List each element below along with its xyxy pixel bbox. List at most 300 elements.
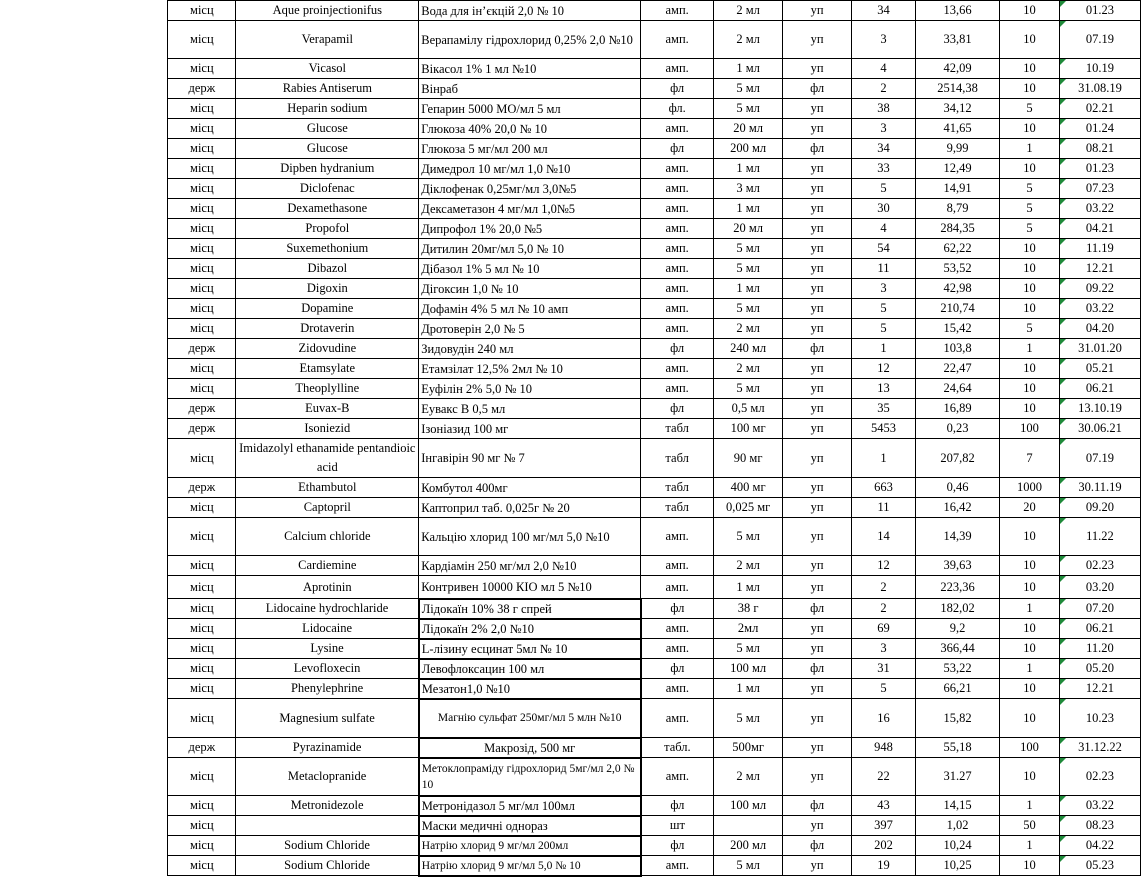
- pack-cell[interactable]: 10: [1000, 21, 1060, 59]
- form-cell[interactable]: табл: [641, 419, 714, 439]
- type-cell[interactable]: місц: [168, 259, 236, 279]
- expiry-cell[interactable]: [1059, 659, 1140, 679]
- expiry-cell[interactable]: [1059, 758, 1140, 796]
- inn-cell[interactable]: Captopril: [236, 498, 419, 518]
- price-cell[interactable]: 22,47: [916, 359, 1000, 379]
- unit-cell[interactable]: фл: [783, 599, 852, 619]
- unit-cell[interactable]: уп: [783, 299, 852, 319]
- qty-cell[interactable]: 34: [852, 139, 916, 159]
- row-gutter-cell[interactable]: [0, 119, 168, 139]
- type-cell[interactable]: місц: [168, 599, 236, 619]
- name-cell[interactable]: Вода для ін’єкцій 2,0 № 10: [419, 1, 641, 21]
- type-cell[interactable]: місц: [168, 199, 236, 219]
- expiry-cell[interactable]: [1059, 498, 1140, 518]
- form-cell[interactable]: фл.: [641, 99, 714, 119]
- qty-cell[interactable]: 30: [852, 199, 916, 219]
- expiry-cell[interactable]: [1059, 279, 1140, 299]
- row-gutter-cell[interactable]: [0, 279, 168, 299]
- unit-cell[interactable]: уп: [783, 816, 852, 836]
- dose-cell[interactable]: 20 мл: [714, 219, 783, 239]
- qty-cell[interactable]: 34: [852, 1, 916, 21]
- form-cell[interactable]: амп.: [641, 199, 714, 219]
- qty-cell[interactable]: 11: [852, 498, 916, 518]
- inn-cell[interactable]: Sodium Chloride: [236, 856, 419, 876]
- expiry-cell[interactable]: [1059, 199, 1140, 219]
- form-cell[interactable]: амп.: [641, 619, 714, 639]
- pack-cell[interactable]: 100: [1000, 738, 1060, 758]
- unit-cell[interactable]: уп: [783, 556, 852, 576]
- name-cell[interactable]: Дротоверін 2,0 № 5: [419, 319, 641, 339]
- dose-cell[interactable]: 500мг: [714, 738, 783, 758]
- pack-cell[interactable]: 10: [1000, 59, 1060, 79]
- price-cell[interactable]: 14,39: [916, 518, 1000, 556]
- qty-cell[interactable]: 3: [852, 21, 916, 59]
- inn-cell[interactable]: Dibazol: [236, 259, 419, 279]
- row-gutter-cell[interactable]: [0, 139, 168, 159]
- form-cell[interactable]: амп.: [641, 179, 714, 199]
- expiry-cell[interactable]: [1059, 139, 1140, 159]
- pack-cell[interactable]: 10: [1000, 239, 1060, 259]
- qty-cell[interactable]: 12: [852, 359, 916, 379]
- row-gutter-cell[interactable]: [0, 319, 168, 339]
- type-cell[interactable]: місц: [168, 159, 236, 179]
- qty-cell[interactable]: 1: [852, 339, 916, 359]
- pack-cell[interactable]: 100: [1000, 419, 1060, 439]
- form-cell[interactable]: амп.: [641, 119, 714, 139]
- price-cell[interactable]: 66,21: [916, 679, 1000, 699]
- expiry-cell[interactable]: [1059, 119, 1140, 139]
- pack-cell[interactable]: 10: [1000, 556, 1060, 576]
- name-cell[interactable]: Димедрол 10 мг/мл 1,0 №10: [419, 159, 641, 179]
- dose-cell[interactable]: 5 мл: [714, 518, 783, 556]
- name-cell[interactable]: L-лізину есцинат 5мл № 10: [419, 639, 641, 659]
- pack-cell[interactable]: 10: [1000, 399, 1060, 419]
- unit-cell[interactable]: уп: [783, 319, 852, 339]
- qty-cell[interactable]: 397: [852, 816, 916, 836]
- form-cell[interactable]: фл: [641, 339, 714, 359]
- name-cell[interactable]: Вінраб: [419, 79, 641, 99]
- inn-cell[interactable]: Sodium Chloride: [236, 836, 419, 856]
- type-cell[interactable]: місц: [168, 498, 236, 518]
- unit-cell[interactable]: уп: [783, 1, 852, 21]
- row-gutter-cell[interactable]: [0, 259, 168, 279]
- price-cell[interactable]: 366,44: [916, 639, 1000, 659]
- expiry-cell[interactable]: [1059, 339, 1140, 359]
- qty-cell[interactable]: 11: [852, 259, 916, 279]
- dose-cell[interactable]: 5 мл: [714, 299, 783, 319]
- qty-cell[interactable]: 948: [852, 738, 916, 758]
- unit-cell[interactable]: уп: [783, 439, 852, 478]
- dose-cell[interactable]: 0,5 мл: [714, 399, 783, 419]
- type-cell[interactable]: місц: [168, 439, 236, 478]
- expiry-cell[interactable]: [1059, 518, 1140, 556]
- price-cell[interactable]: 10,24: [916, 836, 1000, 856]
- name-cell[interactable]: Лідокаїн 2% 2,0 №10: [419, 619, 641, 639]
- form-cell[interactable]: шт: [641, 816, 714, 836]
- dose-cell[interactable]: 100 мл: [714, 796, 783, 816]
- form-cell[interactable]: фл: [641, 796, 714, 816]
- expiry-cell[interactable]: [1059, 679, 1140, 699]
- dose-cell[interactable]: 20 мл: [714, 119, 783, 139]
- pack-cell[interactable]: 5: [1000, 319, 1060, 339]
- name-cell[interactable]: Каптоприл таб. 0,025г № 20: [419, 498, 641, 518]
- price-cell[interactable]: 14,15: [916, 796, 1000, 816]
- pack-cell[interactable]: 10: [1000, 518, 1060, 556]
- price-cell[interactable]: 207,82: [916, 439, 1000, 478]
- form-cell[interactable]: фл: [641, 139, 714, 159]
- pack-cell[interactable]: 10: [1000, 359, 1060, 379]
- dose-cell[interactable]: 1 мл: [714, 59, 783, 79]
- name-cell[interactable]: Ізоніазид 100 мг: [419, 419, 641, 439]
- pack-cell[interactable]: 1: [1000, 599, 1060, 619]
- dose-cell[interactable]: 3 мл: [714, 179, 783, 199]
- row-gutter-cell[interactable]: [0, 419, 168, 439]
- inn-cell[interactable]: Isoniezid: [236, 419, 419, 439]
- pack-cell[interactable]: 10: [1000, 279, 1060, 299]
- row-gutter-cell[interactable]: [0, 79, 168, 99]
- row-gutter-cell[interactable]: [0, 619, 168, 639]
- qty-cell[interactable]: 2: [852, 599, 916, 619]
- form-cell[interactable]: амп.: [641, 59, 714, 79]
- price-cell[interactable]: 62,22: [916, 239, 1000, 259]
- name-cell[interactable]: Етамзілат 12,5% 2мл № 10: [419, 359, 641, 379]
- unit-cell[interactable]: уп: [783, 21, 852, 59]
- pack-cell[interactable]: 50: [1000, 816, 1060, 836]
- inn-cell[interactable]: Lysine: [236, 639, 419, 659]
- expiry-cell[interactable]: [1059, 576, 1140, 599]
- price-cell[interactable]: 0,46: [916, 478, 1000, 498]
- form-cell[interactable]: табл: [641, 439, 714, 478]
- pack-cell[interactable]: 10: [1000, 259, 1060, 279]
- type-cell[interactable]: місц: [168, 836, 236, 856]
- form-cell[interactable]: амп.: [641, 359, 714, 379]
- inn-cell[interactable]: Rabies Antiserum: [236, 79, 419, 99]
- type-cell[interactable]: місц: [168, 679, 236, 699]
- row-gutter-cell[interactable]: [0, 1, 168, 21]
- pack-cell[interactable]: 5: [1000, 199, 1060, 219]
- unit-cell[interactable]: уп: [783, 159, 852, 179]
- expiry-cell[interactable]: [1059, 219, 1140, 239]
- expiry-cell[interactable]: [1059, 619, 1140, 639]
- name-cell[interactable]: Маски медичні однораз: [419, 816, 641, 836]
- dose-cell[interactable]: 2 мл: [714, 556, 783, 576]
- type-cell[interactable]: місц: [168, 21, 236, 59]
- pack-cell[interactable]: 10: [1000, 576, 1060, 599]
- unit-cell[interactable]: фл: [783, 796, 852, 816]
- price-cell[interactable]: 55,18: [916, 738, 1000, 758]
- unit-cell[interactable]: фл: [783, 659, 852, 679]
- row-gutter-cell[interactable]: [0, 439, 168, 478]
- price-cell[interactable]: 8,79: [916, 199, 1000, 219]
- inn-cell[interactable]: Theoplylline: [236, 379, 419, 399]
- type-cell[interactable]: місц: [168, 518, 236, 556]
- form-cell[interactable]: амп.: [641, 319, 714, 339]
- name-cell[interactable]: Верапамілу гідрохлорид 0,25% 2,0 №10: [419, 21, 641, 59]
- expiry-cell[interactable]: [1059, 319, 1140, 339]
- price-cell[interactable]: 103,8: [916, 339, 1000, 359]
- name-cell[interactable]: Натрію хлорид 9 мг/мл 200мл: [419, 836, 641, 856]
- price-cell[interactable]: 0,23: [916, 419, 1000, 439]
- name-cell[interactable]: Метоклопраміду гідрохлорид 5мг/мл 2,0 № 10: [419, 758, 641, 796]
- expiry-cell[interactable]: [1059, 836, 1140, 856]
- dose-cell[interactable]: 2 мл: [714, 1, 783, 21]
- type-cell[interactable]: місц: [168, 239, 236, 259]
- inn-cell[interactable]: Ethambutol: [236, 478, 419, 498]
- row-gutter-cell[interactable]: [0, 639, 168, 659]
- inn-cell[interactable]: Dexamethasone: [236, 199, 419, 219]
- unit-cell[interactable]: уп: [783, 639, 852, 659]
- qty-cell[interactable]: 54: [852, 239, 916, 259]
- price-cell[interactable]: 10,25: [916, 856, 1000, 876]
- expiry-cell[interactable]: [1059, 816, 1140, 836]
- unit-cell[interactable]: уп: [783, 856, 852, 876]
- price-cell[interactable]: 16,42: [916, 498, 1000, 518]
- type-cell[interactable]: місц: [168, 556, 236, 576]
- qty-cell[interactable]: 3: [852, 639, 916, 659]
- expiry-cell[interactable]: [1059, 599, 1140, 619]
- pack-cell[interactable]: 20: [1000, 498, 1060, 518]
- unit-cell[interactable]: уп: [783, 758, 852, 796]
- form-cell[interactable]: табл.: [641, 738, 714, 758]
- unit-cell[interactable]: уп: [783, 279, 852, 299]
- price-cell[interactable]: 42,09: [916, 59, 1000, 79]
- dose-cell[interactable]: 5 мл: [714, 99, 783, 119]
- row-gutter-cell[interactable]: [0, 699, 168, 738]
- dose-cell[interactable]: 100 мл: [714, 659, 783, 679]
- dose-cell[interactable]: 5 мл: [714, 639, 783, 659]
- dose-cell[interactable]: 240 мл: [714, 339, 783, 359]
- qty-cell[interactable]: 16: [852, 699, 916, 738]
- unit-cell[interactable]: уп: [783, 576, 852, 599]
- type-cell[interactable]: місц: [168, 219, 236, 239]
- pack-cell[interactable]: 10: [1000, 299, 1060, 319]
- form-cell[interactable]: амп.: [641, 518, 714, 556]
- row-gutter-cell[interactable]: [0, 679, 168, 699]
- inn-cell[interactable]: Etamsylate: [236, 359, 419, 379]
- expiry-cell[interactable]: [1059, 379, 1140, 399]
- type-cell[interactable]: місц: [168, 99, 236, 119]
- type-cell[interactable]: держ: [168, 738, 236, 758]
- price-cell[interactable]: 31.27: [916, 758, 1000, 796]
- row-gutter-cell[interactable]: [0, 199, 168, 219]
- type-cell[interactable]: місц: [168, 796, 236, 816]
- dose-cell[interactable]: 5 мл: [714, 259, 783, 279]
- type-cell[interactable]: місц: [168, 576, 236, 599]
- inn-cell[interactable]: Metaclopranide: [236, 758, 419, 796]
- inn-cell[interactable]: Diclofenac: [236, 179, 419, 199]
- expiry-cell[interactable]: [1059, 738, 1140, 758]
- form-cell[interactable]: амп.: [641, 576, 714, 599]
- dose-cell[interactable]: 1 мл: [714, 279, 783, 299]
- inn-cell[interactable]: Imidazolyl ethanamide pentandioic acid: [236, 439, 419, 478]
- type-cell[interactable]: місц: [168, 639, 236, 659]
- type-cell[interactable]: місц: [168, 179, 236, 199]
- dose-cell[interactable]: 5 мл: [714, 379, 783, 399]
- row-gutter-cell[interactable]: [0, 239, 168, 259]
- pack-cell[interactable]: 10: [1000, 119, 1060, 139]
- unit-cell[interactable]: уп: [783, 518, 852, 556]
- row-gutter-cell[interactable]: [0, 576, 168, 599]
- name-cell[interactable]: Дофамін 4% 5 мл № 10 амп: [419, 299, 641, 319]
- name-cell[interactable]: Дексаметазон 4 мг/мл 1,0№5: [419, 199, 641, 219]
- expiry-cell[interactable]: [1059, 796, 1140, 816]
- unit-cell[interactable]: уп: [783, 619, 852, 639]
- price-cell[interactable]: 9,99: [916, 139, 1000, 159]
- type-cell[interactable]: держ: [168, 339, 236, 359]
- type-cell[interactable]: місц: [168, 699, 236, 738]
- price-cell[interactable]: 12,49: [916, 159, 1000, 179]
- dose-cell[interactable]: 5 мл: [714, 239, 783, 259]
- unit-cell[interactable]: уп: [783, 119, 852, 139]
- name-cell[interactable]: Контривен 10000 КІО мл 5 №10: [419, 576, 641, 599]
- expiry-cell[interactable]: [1059, 399, 1140, 419]
- name-cell[interactable]: Вікасол 1% 1 мл №10: [419, 59, 641, 79]
- name-cell[interactable]: Еуфілін 2% 5,0 № 10: [419, 379, 641, 399]
- name-cell[interactable]: Дібазол 1% 5 мл № 10: [419, 259, 641, 279]
- type-cell[interactable]: місц: [168, 359, 236, 379]
- pack-cell[interactable]: 1: [1000, 139, 1060, 159]
- pack-cell[interactable]: 1: [1000, 796, 1060, 816]
- unit-cell[interactable]: фл: [783, 79, 852, 99]
- price-cell[interactable]: 33,81: [916, 21, 1000, 59]
- price-cell[interactable]: 1,02: [916, 816, 1000, 836]
- price-cell[interactable]: 2514,38: [916, 79, 1000, 99]
- inn-cell[interactable]: Aque proinjectionifus: [236, 1, 419, 21]
- expiry-cell[interactable]: [1059, 359, 1140, 379]
- row-gutter-cell[interactable]: [0, 498, 168, 518]
- price-cell[interactable]: 24,64: [916, 379, 1000, 399]
- qty-cell[interactable]: 5: [852, 319, 916, 339]
- unit-cell[interactable]: фл: [783, 139, 852, 159]
- qty-cell[interactable]: 22: [852, 758, 916, 796]
- row-gutter-cell[interactable]: [0, 599, 168, 619]
- expiry-cell[interactable]: [1059, 59, 1140, 79]
- expiry-cell[interactable]: [1059, 259, 1140, 279]
- dose-cell[interactable]: 2 мл: [714, 21, 783, 59]
- unit-cell[interactable]: уп: [783, 359, 852, 379]
- name-cell[interactable]: Кальцію хлорид 100 мг/мл 5,0 №10: [419, 518, 641, 556]
- name-cell[interactable]: Глюкоза 40% 20,0 № 10: [419, 119, 641, 139]
- price-cell[interactable]: 39,63: [916, 556, 1000, 576]
- unit-cell[interactable]: уп: [783, 379, 852, 399]
- form-cell[interactable]: фл: [641, 399, 714, 419]
- dose-cell[interactable]: 5 мл: [714, 699, 783, 738]
- type-cell[interactable]: місц: [168, 659, 236, 679]
- pack-cell[interactable]: 10: [1000, 79, 1060, 99]
- expiry-cell[interactable]: [1059, 1, 1140, 21]
- dose-cell[interactable]: 0,025 мг: [714, 498, 783, 518]
- type-cell[interactable]: держ: [168, 419, 236, 439]
- dose-cell[interactable]: 38 г: [714, 599, 783, 619]
- form-cell[interactable]: амп.: [641, 239, 714, 259]
- form-cell[interactable]: фл: [641, 599, 714, 619]
- form-cell[interactable]: амп.: [641, 758, 714, 796]
- form-cell[interactable]: амп.: [641, 379, 714, 399]
- qty-cell[interactable]: 14: [852, 518, 916, 556]
- qty-cell[interactable]: 33: [852, 159, 916, 179]
- price-cell[interactable]: 13,66: [916, 1, 1000, 21]
- pack-cell[interactable]: 5: [1000, 179, 1060, 199]
- type-cell[interactable]: місц: [168, 139, 236, 159]
- inn-cell[interactable]: Heparin sodium: [236, 99, 419, 119]
- pack-cell[interactable]: 10: [1000, 639, 1060, 659]
- type-cell[interactable]: місц: [168, 319, 236, 339]
- type-cell[interactable]: місц: [168, 619, 236, 639]
- type-cell[interactable]: місц: [168, 758, 236, 796]
- inn-cell[interactable]: Lidocaine: [236, 619, 419, 639]
- form-cell[interactable]: фл: [641, 79, 714, 99]
- expiry-cell[interactable]: [1059, 179, 1140, 199]
- expiry-cell[interactable]: [1059, 99, 1140, 119]
- name-cell[interactable]: Дитилин 20мг/мл 5,0 № 10: [419, 239, 641, 259]
- pack-cell[interactable]: 1: [1000, 836, 1060, 856]
- form-cell[interactable]: амп.: [641, 639, 714, 659]
- dose-cell[interactable]: 1 мл: [714, 159, 783, 179]
- form-cell[interactable]: фл: [641, 659, 714, 679]
- dose-cell[interactable]: 5 мл: [714, 79, 783, 99]
- row-gutter-cell[interactable]: [0, 478, 168, 498]
- dose-cell[interactable]: 2 мл: [714, 359, 783, 379]
- qty-cell[interactable]: 19: [852, 856, 916, 876]
- form-cell[interactable]: амп.: [641, 299, 714, 319]
- row-gutter-cell[interactable]: [0, 159, 168, 179]
- price-cell[interactable]: 14,91: [916, 179, 1000, 199]
- pack-cell[interactable]: 1000: [1000, 478, 1060, 498]
- pack-cell[interactable]: 10: [1000, 1, 1060, 21]
- form-cell[interactable]: амп.: [641, 1, 714, 21]
- inn-cell[interactable]: Euvax-B: [236, 399, 419, 419]
- pack-cell[interactable]: 10: [1000, 758, 1060, 796]
- name-cell[interactable]: Гепарин 5000 МО/мл 5 мл: [419, 99, 641, 119]
- qty-cell[interactable]: 31: [852, 659, 916, 679]
- name-cell[interactable]: Метронідазол 5 мг/мл 100мл: [419, 796, 641, 816]
- type-cell[interactable]: держ: [168, 478, 236, 498]
- name-cell[interactable]: Дипрофол 1% 20,0 №5: [419, 219, 641, 239]
- inn-cell[interactable]: Magnesium sulfate: [236, 699, 419, 738]
- qty-cell[interactable]: 38: [852, 99, 916, 119]
- type-cell[interactable]: місц: [168, 816, 236, 836]
- row-gutter-cell[interactable]: [0, 21, 168, 59]
- expiry-cell[interactable]: [1059, 639, 1140, 659]
- row-gutter-cell[interactable]: [0, 359, 168, 379]
- inn-cell[interactable]: Dopamine: [236, 299, 419, 319]
- form-cell[interactable]: табл: [641, 478, 714, 498]
- unit-cell[interactable]: уп: [783, 99, 852, 119]
- form-cell[interactable]: табл: [641, 498, 714, 518]
- name-cell[interactable]: Комбутол 400мг: [419, 478, 641, 498]
- price-cell[interactable]: 42,98: [916, 279, 1000, 299]
- name-cell[interactable]: Макрозід, 500 мг: [419, 738, 641, 758]
- form-cell[interactable]: амп.: [641, 699, 714, 738]
- name-cell[interactable]: Мезатон1,0 №10: [419, 679, 641, 699]
- unit-cell[interactable]: уп: [783, 399, 852, 419]
- inn-cell[interactable]: Zidovudine: [236, 339, 419, 359]
- inn-cell[interactable]: Suxemethonium: [236, 239, 419, 259]
- pack-cell[interactable]: 10: [1000, 619, 1060, 639]
- unit-cell[interactable]: фл: [783, 339, 852, 359]
- type-cell[interactable]: держ: [168, 79, 236, 99]
- name-cell[interactable]: Зидовудін 240 мл: [419, 339, 641, 359]
- row-gutter-cell[interactable]: [0, 836, 168, 856]
- dose-cell[interactable]: 200 мл: [714, 836, 783, 856]
- type-cell[interactable]: місц: [168, 59, 236, 79]
- qty-cell[interactable]: 1: [852, 439, 916, 478]
- inn-cell[interactable]: Lidocaine hydrochlaride: [236, 599, 419, 619]
- pack-cell[interactable]: 5: [1000, 99, 1060, 119]
- pack-cell[interactable]: 1: [1000, 339, 1060, 359]
- type-cell[interactable]: місц: [168, 299, 236, 319]
- name-cell[interactable]: Магнію сульфат 250мг/мл 5 млн №10: [419, 699, 641, 738]
